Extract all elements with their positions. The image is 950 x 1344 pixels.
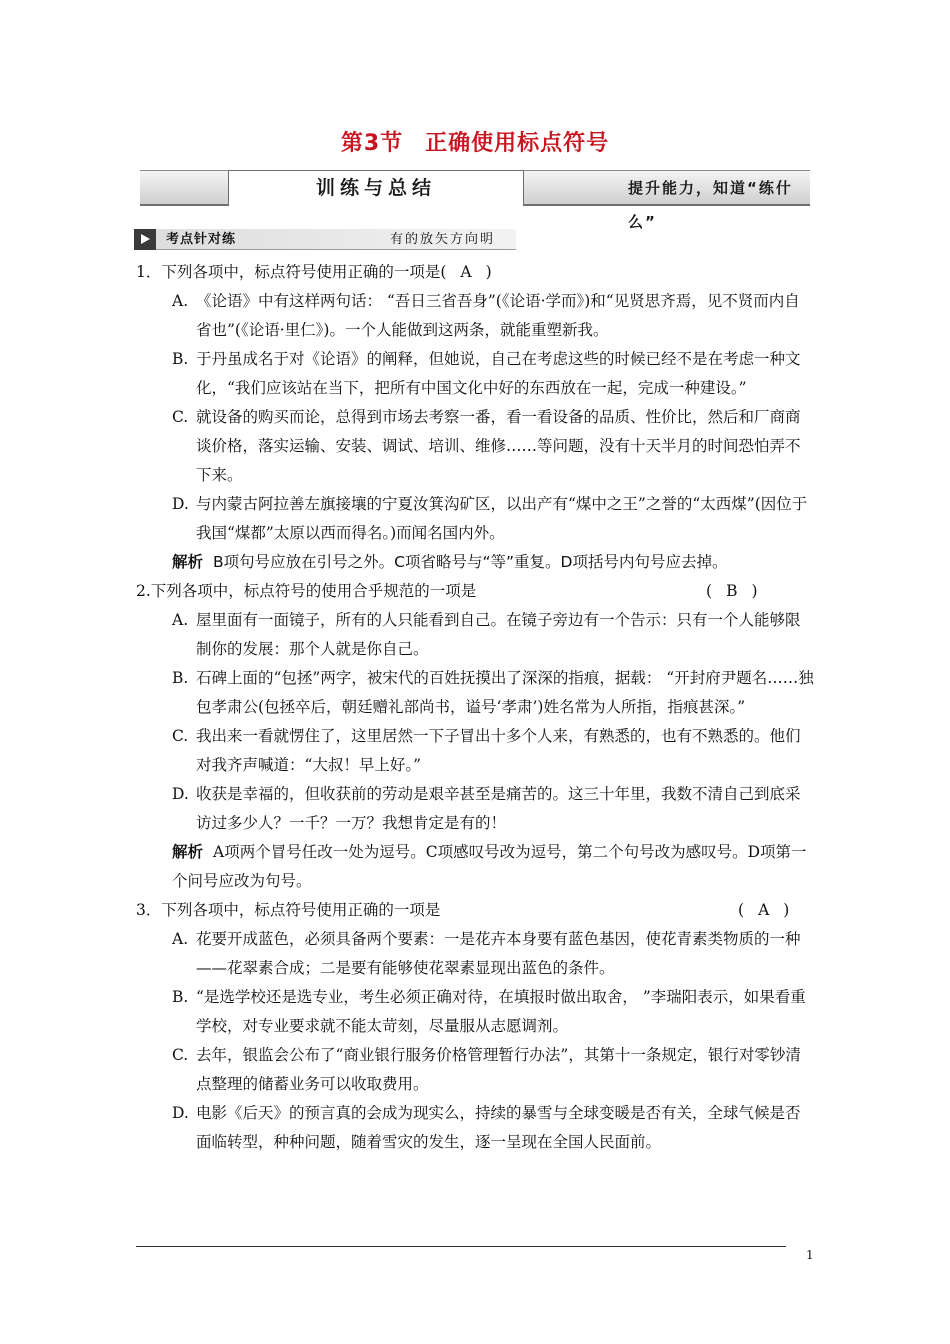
explanation-text: A项两个冒号任改一处为逗号。C项感叹号改为逗号，第二个句号改为感叹号。D项第一个问号应改为句号。 xyxy=(172,843,807,890)
explanation-label: 解析 xyxy=(172,553,204,571)
section-number: 第3节 xyxy=(340,131,404,156)
explanation-label: 解析 xyxy=(172,843,204,861)
subsection-bar xyxy=(134,229,516,250)
banner-tab xyxy=(228,170,524,206)
question-stem: 3．下列各项中，标点符号使用正确的一项是 ( A ) xyxy=(136,896,816,925)
section-banner xyxy=(140,170,810,231)
option: C. 就设备的购买而论，总得到市场去考察一番，看一看设备的品质、性价比，然后和厂商商谈价格，落实运输、安装、调试、培训、维修……等问题，没有十天半月的时间恐怕弄不下来。 xyxy=(172,408,801,484)
option: D. 收获是幸福的，但收获前的劳动是艰辛甚至是痛苦的。这三十年里，我数不清自己到底采访过多少人？一千？一万？我想肯定是有的！ xyxy=(172,785,801,832)
option: D. 电影《后天》的预言真的会成为现实么，持续的暴雪与全球变暖是否有关，全球气候是否面临转型，种种问题，随着雪灾的发生，逐一呈现在全国人民面前。 xyxy=(172,1104,801,1151)
option-list xyxy=(172,925,814,1157)
explanation-text: B项句号应放在引号之外。C项省略号与“等”重复。D项括号内句号应去掉。 xyxy=(213,553,728,571)
option: B. 石碑上面的“包拯”两字，被宋代的百姓抚摸出了深深的指痕，据载： “开封府尹题名……独包孝肃公(包拯卒后，朝廷赠礼部尚书，谥号‘孝肃’)姓名常为人所指，指痕甚深。” xyxy=(172,669,814,716)
answer: A xyxy=(460,263,472,281)
page-title xyxy=(0,126,950,157)
option: A. 花要开成蓝色，必须具备两个要素：一是花卉本身要有蓝色基因，使花青素类物质的一种——花翠素合成；二是要有能够使花翠素显现出蓝色的条件。 xyxy=(172,930,801,977)
option: C. 我出来一看就愣住了，这里居然一下子冒出十多个人来，有熟悉的，也有不熟悉的。他们对我齐声喊道：“大叔！早上好。” xyxy=(172,727,801,774)
answer-bracket: ( A ) xyxy=(738,901,790,919)
footer-divider xyxy=(136,1246,786,1247)
question-stem: 1．下列各项中，标点符号使用正确的一项是( A ) xyxy=(136,263,492,281)
subsection-title: 考点针对练 xyxy=(166,232,237,247)
option: B. “是选学校还是选专业，考生必须正确对待，在填报时做出取舍， ”李瑞阳表示，如果看重学校，对专业要求就不能太苛刻，尽量服从志愿调剂。 xyxy=(172,988,806,1035)
page-number: 1 xyxy=(806,1248,814,1262)
option: A. 屋里面有一面镜子，所有的人只能看到自己。在镜子旁边有一个告示：只有一个人能够限制你的发展：那个人就是你自己。 xyxy=(172,611,801,658)
explanation xyxy=(172,548,814,577)
option: D. 与内蒙古阿拉善左旗接壤的宁夏汝箕沟矿区，以出产有“煤中之王”之誉的“太西煤”(因位于我国“煤都”太原以西而得名。)而闻名国内外。 xyxy=(172,495,808,542)
question-stem: 2.下列各项中，标点符号的使用合乎规范的一项是 ( B ) xyxy=(136,577,816,606)
option: A. 《论语》中有这样两句话： “吾日三省吾身”(《论语·学而》)和“见贤思齐焉，见不贤而内自省也”(《论语·里仁》)。一个人能做到这两条，就能重塑新我。 xyxy=(172,292,800,339)
question-list xyxy=(0,258,950,1157)
answer: A xyxy=(758,901,770,919)
answer-bracket: ( B ) xyxy=(706,582,758,600)
answer: B xyxy=(726,582,738,600)
option-list xyxy=(172,287,814,548)
subsection-motto: 有的放矢方向明 xyxy=(390,232,496,247)
explanation xyxy=(172,838,814,896)
option: B. 于丹虽成名于对《论语》的阐释，但她说，自己在考虑这些的时候已经不是在考虑一种文化，“我们应该站在当下，把所有中国文化中好的东西放在一起，完成一种建设。” xyxy=(172,350,801,397)
option: C. 去年，银监会公布了“商业银行服务价格管理暂行办法”，其第十一条规定，银行对零钞清点整理的储蓄业务可以收取费用。 xyxy=(172,1046,801,1093)
option-list xyxy=(172,606,814,838)
play-arrow-icon xyxy=(134,229,156,250)
banner-left-label: 训练与总结 xyxy=(315,177,436,199)
banner-right-label: 提升能力，知道“练什么” xyxy=(628,179,793,231)
section-name: 正确使用标点符号 xyxy=(425,131,610,156)
